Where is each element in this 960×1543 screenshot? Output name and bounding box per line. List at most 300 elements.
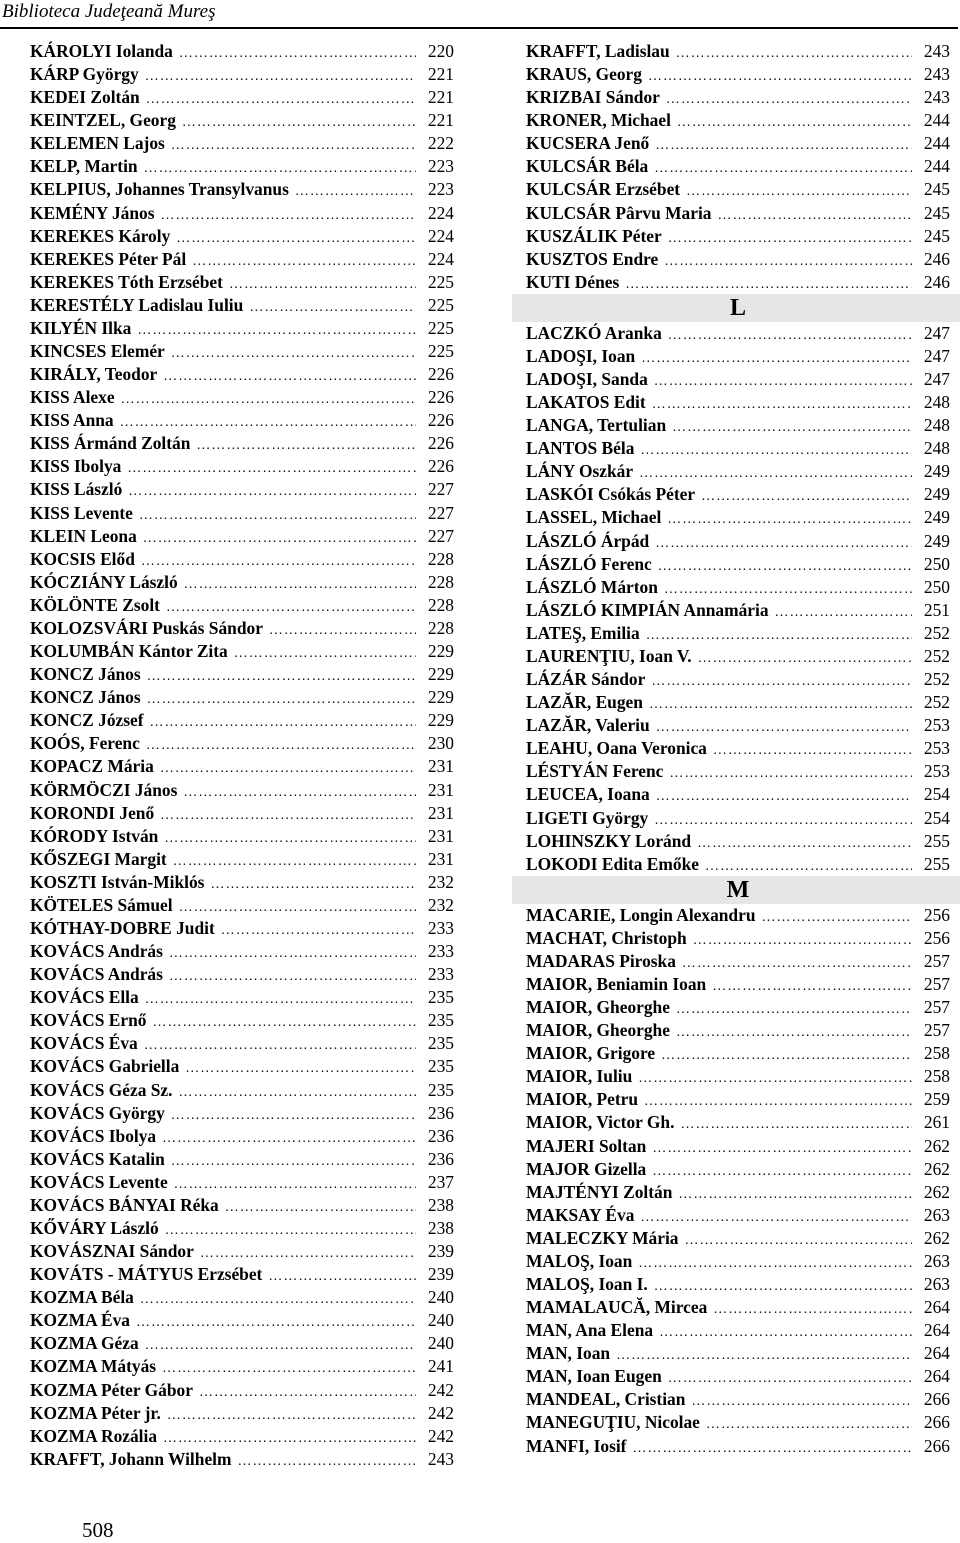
entry-name: KELPIUS, Johannes Transylvanus	[30, 179, 289, 200]
entry-page: 250	[923, 553, 950, 574]
index-entry	[30, 1194, 454, 1217]
dot-leader	[652, 1137, 912, 1160]
entry-name: MALOŞ, Ioan	[526, 1250, 633, 1271]
entry-name: KONCZ József	[30, 710, 144, 731]
dot-leader	[268, 1265, 416, 1288]
entry-page: 225	[427, 341, 454, 362]
index-entry	[30, 548, 454, 571]
index-entry	[526, 248, 950, 271]
dot-leader	[646, 624, 912, 647]
dot-leader	[648, 65, 912, 88]
dot-leader	[210, 873, 416, 896]
entry-page: 236	[427, 1125, 454, 1146]
index-entry	[526, 1111, 950, 1134]
entry-page: 221	[427, 110, 454, 131]
index-entry	[30, 109, 454, 132]
index-entry	[526, 996, 950, 1019]
entry-name: LACZKÓ Aranka	[526, 322, 662, 343]
entry-name: MAIOR, Gheorghe	[526, 997, 670, 1018]
index-entry	[526, 1319, 950, 1342]
index-entry	[30, 1309, 454, 1332]
index-entry	[30, 1425, 454, 1448]
entry-page: 225	[427, 317, 454, 338]
entry-name: KOZMA Géza	[30, 1333, 139, 1354]
dot-leader	[167, 1404, 416, 1427]
entry-name: KULCSÁR Béla	[526, 156, 649, 177]
entry-name: MAIOR, Petru	[526, 1089, 639, 1110]
entry-name: MANFI, Iosif	[526, 1435, 627, 1456]
dot-leader	[658, 555, 912, 578]
entry-page: 225	[427, 294, 454, 315]
entry-name: KOVÁCS BÁNYAI Réka	[30, 1194, 219, 1215]
entry-name: KUTI Dénes	[526, 271, 620, 292]
dot-leader	[161, 204, 417, 227]
entry-page: 226	[427, 387, 454, 408]
index-entry	[526, 576, 950, 599]
entry-page: 253	[923, 738, 950, 759]
index-entry	[526, 1181, 950, 1204]
entry-name: LEUCEA, Ioana	[526, 784, 650, 805]
dot-leader	[656, 716, 912, 739]
entry-page: 251	[923, 599, 950, 620]
entry-name: KOVÁCS Ella	[30, 987, 139, 1008]
index-entry	[526, 178, 950, 201]
index-entry	[30, 779, 454, 802]
dot-leader	[237, 1450, 416, 1473]
index-entry	[526, 1342, 950, 1365]
index-entry	[526, 1435, 950, 1458]
dot-leader	[698, 647, 912, 670]
entry-name: KISS Levente	[30, 502, 133, 523]
dot-leader	[160, 757, 416, 780]
entry-page: 249	[923, 530, 950, 551]
entry-page: 224	[427, 225, 454, 246]
index-entry	[30, 1286, 454, 1309]
entry-page: 248	[923, 415, 950, 436]
entry-name: KOVÁCS György	[30, 1102, 165, 1123]
entry-page: 263	[923, 1204, 950, 1225]
entry-page: 229	[427, 710, 454, 731]
entry-name: KOZMA Péter Gábor	[30, 1379, 193, 1400]
dot-leader	[179, 896, 416, 919]
dot-leader	[640, 1206, 912, 1229]
entry-page: 256	[923, 927, 950, 948]
entry-name: KÓRODY István	[30, 825, 159, 846]
entry-name: KERESTÉLY Ladislau Iuliu	[30, 294, 244, 315]
entry-name: KOZMA Éva	[30, 1310, 131, 1331]
index-entry	[526, 530, 950, 553]
dot-leader	[145, 988, 416, 1011]
entry-name: LÁSZLÓ Ferenc	[526, 553, 652, 574]
entry-name: LAKATOS Edit	[526, 392, 646, 413]
entry-name: KRAUS, Georg	[526, 64, 642, 85]
dot-leader	[229, 273, 416, 296]
entry-name: KOVÁCS András	[30, 941, 163, 962]
entry-name: MAJOR Gizella	[526, 1158, 647, 1179]
entry-page: 226	[427, 364, 454, 385]
index-entry	[30, 502, 454, 525]
entry-page: 228	[427, 548, 454, 569]
index-entry	[526, 506, 950, 529]
dot-leader	[182, 111, 416, 134]
entry-name: MANDEAL, Cristian	[526, 1389, 686, 1410]
dot-leader	[706, 1413, 912, 1436]
entry-page: 235	[427, 1056, 454, 1077]
index-entry	[30, 1355, 454, 1378]
dot-leader	[295, 180, 416, 203]
entry-page: 228	[427, 617, 454, 638]
entry-page: 257	[923, 1020, 950, 1041]
entry-page: 227	[427, 479, 454, 500]
dot-leader	[678, 1183, 912, 1206]
entry-name: KONCZ János	[30, 687, 141, 708]
entry-name: KISS Alexe	[30, 387, 115, 408]
entry-name: MANEGUŢIU, Nicolae	[526, 1412, 700, 1433]
entry-name: KOVÁTS - MÁTYUS Erzsébet	[30, 1264, 263, 1285]
entry-name: KISS Anna	[30, 410, 114, 431]
entry-page: 262	[923, 1181, 950, 1202]
entry-name: KUSZÁLIK Péter	[526, 225, 662, 246]
entry-name: MAN, Ioan Eugen	[526, 1366, 662, 1387]
dot-leader	[200, 1242, 416, 1265]
dot-leader	[174, 1173, 416, 1196]
index-entry	[30, 225, 454, 248]
index-entry	[526, 973, 950, 996]
index-entry	[30, 802, 454, 825]
entry-page: 235	[427, 1079, 454, 1100]
dot-leader	[654, 370, 912, 393]
dot-leader	[164, 827, 416, 850]
entry-name: MALECZKY Mária	[526, 1227, 679, 1248]
entry-page: 233	[427, 964, 454, 985]
entry-page: 266	[923, 1412, 950, 1433]
entry-name: MAIOR, Beniamin Ioan	[526, 973, 707, 994]
entry-page: 243	[923, 87, 950, 108]
index-entry	[30, 1125, 454, 1148]
index-entry	[526, 1135, 950, 1158]
entry-page: 243	[427, 1448, 454, 1469]
index-entry	[30, 709, 454, 732]
entry-page: 245	[923, 202, 950, 223]
entry-page: 264	[923, 1343, 950, 1364]
entry-page: 236	[427, 1148, 454, 1169]
entry-page: 266	[923, 1435, 950, 1456]
entry-name: KOÓS, Ferenc	[30, 733, 140, 754]
dot-leader	[225, 1196, 416, 1219]
index-entry	[526, 668, 950, 691]
entry-name: LADOŞI, Ioan	[526, 345, 636, 366]
entry-name: MAIOR, Grigore	[526, 1043, 656, 1064]
entry-name: KOZMA Rozália	[30, 1425, 158, 1446]
entry-name: LOHINSZKY Loránd	[526, 830, 692, 851]
index-entry	[30, 686, 454, 709]
dot-leader	[638, 1067, 912, 1090]
entry-page: 254	[923, 784, 950, 805]
dot-leader	[171, 1150, 416, 1173]
entry-page: 246	[923, 248, 950, 269]
index-entry	[526, 86, 950, 109]
entry-page: 244	[923, 110, 950, 131]
index-entry	[30, 640, 454, 663]
index-entry	[30, 63, 454, 86]
entry-page: 263	[923, 1273, 950, 1294]
dot-leader	[185, 1057, 416, 1080]
dot-leader	[639, 462, 912, 485]
index-entry	[526, 1019, 950, 1042]
entry-name: LAZĂR, Valeriu	[526, 715, 650, 736]
index-entry	[30, 1332, 454, 1355]
entry-name: KISS Ibolya	[30, 456, 122, 477]
dot-leader	[684, 1229, 912, 1252]
dot-leader	[655, 532, 912, 555]
index-entry	[526, 830, 950, 853]
entry-name: KÓCZIÁNY László	[30, 571, 178, 592]
entry-name: MAIOR, Victor Gh.	[526, 1112, 675, 1133]
entry-page: 261	[923, 1112, 950, 1133]
entry-name: KOLUMBÁN Kántor Zita	[30, 641, 228, 662]
entry-name: KEINTZEL, Georg	[30, 110, 176, 131]
dot-leader	[234, 642, 416, 665]
entry-page: 249	[923, 507, 950, 528]
entry-page: 229	[427, 664, 454, 685]
entry-page: 245	[923, 179, 950, 200]
entry-page: 244	[923, 133, 950, 154]
index-entry	[526, 904, 950, 927]
dot-leader	[183, 781, 416, 804]
index-entry	[30, 155, 454, 178]
dot-leader	[192, 250, 416, 273]
dot-leader	[667, 508, 912, 531]
entry-page: 238	[427, 1217, 454, 1238]
index-entry	[526, 368, 950, 391]
entry-page: 247	[923, 369, 950, 390]
section-letter-heading: M	[512, 876, 960, 904]
dot-leader	[718, 204, 913, 227]
entry-name: KRIZBAI Sándor	[526, 87, 660, 108]
dot-leader	[249, 296, 416, 319]
dot-leader	[184, 573, 416, 596]
dot-leader	[664, 578, 912, 601]
entry-page: 245	[923, 225, 950, 246]
index-entry	[526, 1158, 950, 1181]
entry-name: KUSZTOS Endre	[526, 248, 659, 269]
index-entry	[30, 132, 454, 155]
dot-leader	[139, 504, 416, 527]
dot-leader	[668, 227, 912, 250]
index-entry	[526, 1365, 950, 1388]
entry-name: KEMÉNY János	[30, 202, 155, 223]
entry-name: KOVÁCS Géza Sz.	[30, 1079, 173, 1100]
dot-leader	[632, 1437, 912, 1460]
dot-leader	[654, 157, 912, 180]
index-entry	[30, 40, 454, 63]
dot-leader	[654, 1275, 912, 1298]
entry-page: 258	[923, 1066, 950, 1087]
entry-page: 241	[427, 1356, 454, 1377]
dot-leader	[128, 480, 416, 503]
index-entry	[30, 1102, 454, 1125]
dot-leader	[676, 42, 912, 65]
entry-page: 262	[923, 1158, 950, 1179]
dot-leader	[163, 365, 416, 388]
index-entry	[30, 178, 454, 201]
entry-name: KEREKES Péter Pál	[30, 248, 187, 269]
index-entry	[526, 63, 950, 86]
entry-name: MAIOR, Gheorghe	[526, 1020, 670, 1041]
entry-name: KULCSÁR Pârvu Maria	[526, 202, 712, 223]
entry-page: 256	[923, 904, 950, 925]
index-entry	[526, 807, 950, 830]
index-entry	[526, 345, 950, 368]
index-entry	[30, 1217, 454, 1240]
entry-page: 231	[427, 848, 454, 869]
entry-name: KÁRP György	[30, 64, 139, 85]
entry-page: 242	[427, 1402, 454, 1423]
section-letter-heading: L	[512, 294, 960, 322]
entry-name: KOVÁCS Ibolya	[30, 1125, 157, 1146]
index-entry	[30, 963, 454, 986]
entry-name: KOZMA Mátyás	[30, 1356, 157, 1377]
entry-name: MAJERI Soltan	[526, 1135, 647, 1156]
entry-name: KOPACZ Mária	[30, 756, 154, 777]
index-entry	[526, 202, 950, 225]
dot-leader	[680, 1113, 912, 1136]
dot-leader	[661, 1044, 912, 1067]
dot-leader	[640, 439, 912, 462]
index-entry	[30, 617, 454, 640]
dot-leader	[162, 1357, 416, 1380]
dot-leader	[144, 157, 416, 180]
entry-page: 244	[923, 156, 950, 177]
entry-page: 228	[427, 594, 454, 615]
dot-leader	[669, 762, 912, 785]
entry-page: 231	[427, 825, 454, 846]
dot-leader	[644, 1090, 912, 1113]
dot-leader	[638, 1252, 912, 1275]
entry-page: 253	[923, 715, 950, 736]
dot-leader	[160, 804, 416, 827]
entry-page: 255	[923, 830, 950, 851]
dot-leader	[141, 550, 416, 573]
entry-name: MALOŞ, Ioan I.	[526, 1273, 648, 1294]
entry-page: 226	[427, 410, 454, 431]
dot-leader	[676, 998, 912, 1021]
page-number: 508	[82, 1518, 114, 1542]
entry-name: LÁZÁR Sándor	[526, 669, 646, 690]
entry-name: KELP, Martin	[30, 156, 138, 177]
index-entry	[30, 732, 454, 755]
entry-page: 248	[923, 392, 950, 413]
index-entry	[526, 132, 950, 155]
index-entry	[30, 202, 454, 225]
entry-name: KOCSIS Előd	[30, 548, 135, 569]
dot-leader	[616, 1344, 912, 1367]
entry-name: KÖRMÖCZI János	[30, 779, 178, 800]
entry-page: 238	[427, 1194, 454, 1215]
index-entry	[526, 599, 950, 622]
index-entry	[526, 1227, 950, 1250]
dot-leader	[654, 809, 912, 832]
dot-leader	[625, 273, 912, 296]
dot-leader	[140, 1288, 416, 1311]
entry-page: 249	[923, 461, 950, 482]
index-entry	[30, 1032, 454, 1055]
dot-leader	[652, 1160, 912, 1183]
entry-page: 235	[427, 987, 454, 1008]
dot-leader	[162, 1127, 416, 1150]
entry-page: 224	[427, 248, 454, 269]
index-entry	[526, 391, 950, 414]
dot-leader	[691, 1390, 912, 1413]
entry-name: KUCSERA Jenő	[526, 133, 650, 154]
entry-page: 221	[427, 87, 454, 108]
index-entry	[526, 437, 950, 460]
entry-name: LANGA, Tertulian	[526, 415, 667, 436]
index-entry	[30, 317, 454, 340]
index-entry	[30, 1079, 454, 1102]
index-entry	[30, 248, 454, 271]
dot-leader	[150, 711, 416, 734]
index-entry	[526, 853, 950, 876]
entry-page: 255	[923, 853, 950, 874]
entry-page: 230	[427, 733, 454, 754]
entry-page: 262	[923, 1227, 950, 1248]
dot-leader	[169, 965, 416, 988]
page-header	[0, 0, 958, 29]
entry-name: KŐVÁRY László	[30, 1217, 159, 1238]
entry-page: 233	[427, 917, 454, 938]
index-entry	[526, 1296, 950, 1319]
index-entry	[30, 1263, 454, 1286]
entry-page: 264	[923, 1320, 950, 1341]
index-entry	[30, 571, 454, 594]
entry-name: KELEMEN Lajos	[30, 133, 165, 154]
entry-page: 249	[923, 484, 950, 505]
entry-page: 257	[923, 973, 950, 994]
index-entry	[526, 1273, 950, 1296]
dot-leader	[677, 111, 912, 134]
dot-leader	[152, 1011, 416, 1034]
index-entry	[526, 783, 950, 806]
index-entry	[526, 1065, 950, 1088]
entry-name: KOZMA Béla	[30, 1287, 134, 1308]
entry-name: KEREKES Tóth Erzsébet	[30, 271, 223, 292]
index-column-right	[526, 40, 950, 1458]
entry-page: 258	[923, 1043, 950, 1064]
entry-page: 233	[427, 941, 454, 962]
dot-leader	[652, 393, 912, 416]
entry-name: KISS László	[30, 479, 123, 500]
entry-name: LAZĂR, Eugen	[526, 692, 643, 713]
dot-leader	[171, 342, 416, 365]
dot-leader	[163, 1427, 416, 1450]
entry-name: KONCZ János	[30, 664, 141, 685]
index-entry	[30, 940, 454, 963]
index-entry	[526, 1042, 950, 1065]
entry-name: LANTOS Béla	[526, 438, 635, 459]
index-entry	[526, 322, 950, 345]
entry-name: LÁSZLÓ Márton	[526, 576, 658, 597]
entry-page: 253	[923, 761, 950, 782]
entry-page: 239	[427, 1241, 454, 1262]
entry-page: 239	[427, 1264, 454, 1285]
dot-leader	[145, 65, 416, 88]
entry-name: KOVÁCS Katalin	[30, 1148, 165, 1169]
entry-name: LASKÓI Csókás Péter	[526, 484, 696, 505]
entry-page: 235	[427, 1010, 454, 1031]
index-entry	[30, 340, 454, 363]
dot-leader	[137, 319, 416, 342]
